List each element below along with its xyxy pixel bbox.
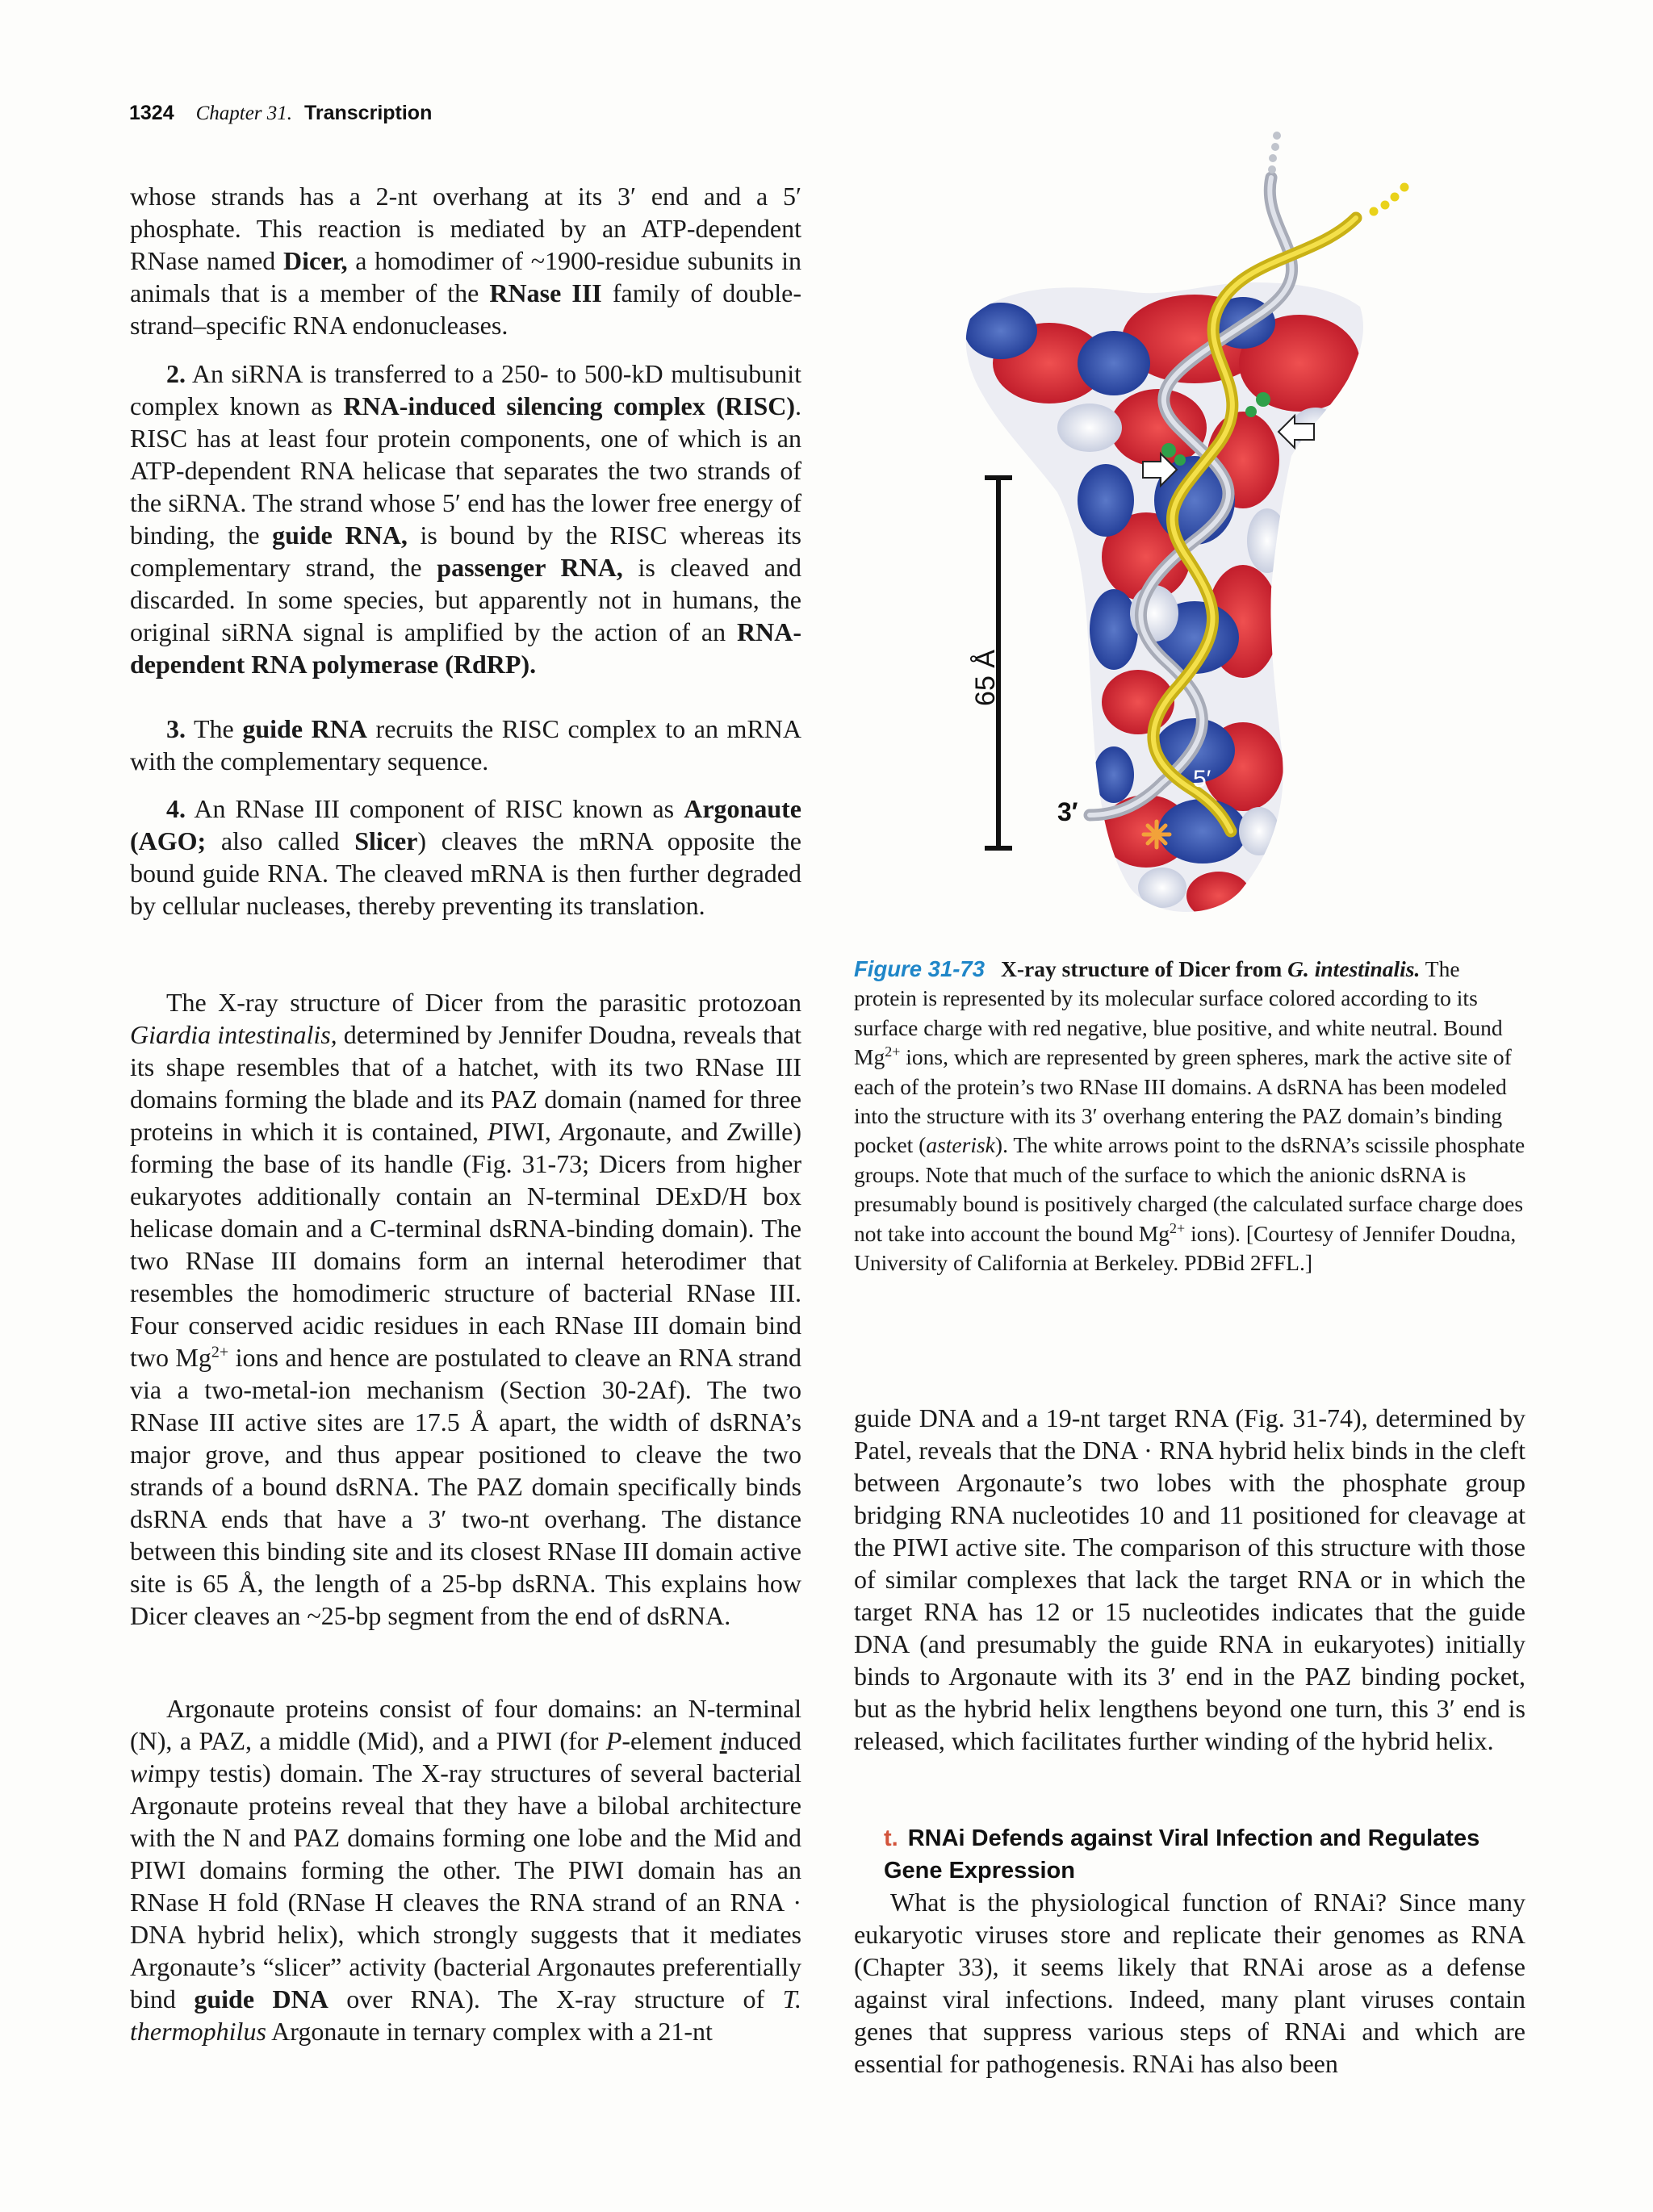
- text-run: nduced: [726, 1726, 802, 1755]
- text-run: An RNase III component of RISC known as: [186, 794, 684, 823]
- text-run: A: [559, 1117, 576, 1146]
- text-run: asterisk: [926, 1132, 995, 1158]
- text-run: guide DNA: [194, 1984, 329, 2013]
- text-run: RNase III: [489, 278, 602, 307]
- three-prime-label: 3′: [1057, 797, 1078, 826]
- right-paragraph-1: [854, 1402, 1525, 1757]
- text-run: recruits the RISC complex to an mRNA with the complementary sequence.: [130, 714, 802, 776]
- right-paragraph-2: [854, 1886, 1525, 2080]
- chapter-topic: Transcription: [303, 102, 433, 124]
- scale-bar-label: 65 Å: [970, 650, 1001, 706]
- text-run: 4.: [166, 794, 186, 823]
- text-run: wi: [130, 1758, 155, 1788]
- text-run: Argonaute (AGO;: [130, 794, 801, 855]
- left-paragraph-5: [130, 986, 801, 1632]
- left-paragraph-4: [130, 792, 801, 922]
- text-run: Z: [726, 1117, 742, 1146]
- text-run: Slicer: [354, 826, 418, 855]
- text-run: family of double-strand–specific RNA endonucleases.: [130, 278, 802, 340]
- left-paragraph-1: [130, 180, 801, 341]
- left-paragraph-2: [130, 358, 801, 680]
- text-run: whose strands has a 2-nt overhang at its 3′ end and a 5′ phosphate. This reaction is mediated by an ATP-dependent RNase named: [130, 182, 801, 275]
- left-paragraph-6: [130, 1692, 801, 2047]
- text-run: 2.: [166, 359, 186, 388]
- text-run: is cleaved and discarded. In some species, but apparently not in humans, the original siRNA signal is amplified by the action of an: [130, 553, 802, 646]
- text-run: ions, which are represented by green spheres, mark the active site of each of the protein’s two RNase III domains. A dsRNA has been modeled into the structure with its 3′ overhang entering the PAZ domain’s binding pocket (: [854, 1044, 1512, 1158]
- text-run: Dicer,: [282, 246, 348, 275]
- helix-dotted-ends: [1268, 132, 1409, 216]
- protein-surface: [952, 266, 1437, 936]
- text-run: The protein is represented by its molecular surface colored according to its surface charge with red negative, blue positive, and white neutral. Bound Mg: [854, 956, 1503, 1070]
- text-run: a homodimer of ~1900-residue subunits in animals that is a member of the: [130, 246, 801, 307]
- text-run: rgonaute, and: [575, 1117, 727, 1146]
- figure-caption: [854, 955, 1525, 1277]
- text-run: ions). [Courtesy of Jennifer Doudna, University of California at Berkeley. PDBid 2FFL.]: [854, 1220, 1517, 1276]
- text-run: is bound by the RISC whereas its complementary strand, the: [130, 521, 802, 582]
- text-run: ) cleaves the mRNA opposite the bound guide RNA. The cleaved mRNA is then further degraded by cellular nucleases, thereby preventing its translation.: [130, 826, 802, 920]
- section-title: RNAi Defends against Viral Infection and Regulates Gene Expression: [884, 1825, 1480, 1884]
- text-run: Argonaute in ternary complex with a 21-nt: [266, 2017, 713, 2046]
- text-run: -element: [621, 1726, 720, 1755]
- text-run: Argonaute proteins consist of four domains: an N-terminal (N), a PAZ, a middle (Mid), and a PIWI (for: [130, 1694, 801, 1755]
- five-prime-label: 5′: [1193, 766, 1212, 792]
- text-run: The X-ray structure of Dicer from the parasitic protozoan: [166, 988, 801, 1017]
- text-run: i: [719, 1726, 727, 1755]
- text-run: RNA-induced silencing complex (RISC): [343, 391, 796, 420]
- text-run: 2+: [1170, 1219, 1186, 1236]
- text-run: G. intestinalis.: [1287, 956, 1421, 981]
- text-run: determined by Jennifer Doudna, reveals that its shape resembles that of a hatchet, with its two RNase III domains forming the blade and its PAZ domain (named for three proteins in which it is contained,: [130, 1020, 802, 1146]
- text-run: An siRNA is transferred to a 250- to 500-kD multisubunit complex known as: [130, 359, 801, 420]
- paz-asterisk: [1144, 822, 1170, 847]
- text-run: ions and hence are postulated to cleave an RNA strand via a two-metal-ion mechanism (Section 30-2Af). The two RNase III active sites are 17.5 Å apart, the width of dsRNA’s major grove, and thus appear positioned to cleave the two strands of a bound dsRNA. The PAZ domain specifically binds dsRNA ends that have a 3′ two-nt overhang. The distance between this binding site and its closest RNase III domain active site is 65 Å, the length of a 25-bp dsRNA. This explains how Dicer cleaves an ~25-bp segment from the end of dsRNA.: [130, 1343, 802, 1630]
- text-run: guide RNA: [242, 714, 367, 743]
- page-number: 1324: [129, 102, 174, 124]
- text-run: P: [605, 1726, 622, 1755]
- text-run: IWI,: [503, 1117, 560, 1146]
- text-run: The: [186, 714, 243, 743]
- text-run: wille) forming the base of its handle (Fig. 31-73; Dicers from higher eukaryotes additionally contain an N-terminal DExD/H box helicase domain and a C-terminal dsRNA-binding domain). The two RNase III domains form an internal heterodimer that resembles the homodimeric structure of bacterial RNase III. Four conserved acidic residues in each RNase III domain bind two Mg: [130, 1117, 802, 1372]
- text-run: P: [487, 1117, 504, 1146]
- section-heading: [884, 1822, 1530, 1887]
- dicer-structure-figure: [952, 121, 1437, 936]
- left-paragraph-3: [130, 713, 801, 777]
- text-run: Giardia intestinalis,: [130, 1020, 337, 1049]
- text-run: X-ray structure of Dicer from: [1001, 956, 1288, 981]
- chapter-label: Chapter 31.: [195, 102, 293, 124]
- text-run: Figure 31-73: [854, 956, 986, 981]
- text-run: guide RNA,: [272, 521, 408, 550]
- text-run: 3.: [166, 714, 186, 743]
- text-run: 2+: [211, 1343, 229, 1361]
- text-run: 2+: [885, 1043, 901, 1060]
- text-run: mpy testis) domain. The X-ray structures of several bacterial Argonaute proteins reveal that they have a bilobal architecture with the N and PAZ domains forming one lobe and the Mid and PIWI domains forming the other. The PIWI domain has an RNase H fold (RNase H cleaves the RNA strand of an RNA · DNA hybrid helix), which strongly suggests that it mediates Argonaute’s “slicer” activity (bacterial Argonautes preferentially bind: [130, 1758, 801, 2013]
- running-head: [129, 102, 432, 125]
- text-run: over RNA). The X-ray structure of: [328, 1984, 783, 2013]
- text-run: RNA-dependent RNA polymerase (RdRP).: [130, 617, 801, 679]
- section-letter: t.: [884, 1825, 898, 1851]
- text-run: also called: [206, 826, 355, 855]
- text-run: T. thermophilus: [130, 1984, 802, 2046]
- text-run: . RISC has at least four protein components, one of which is an ATP-dependent RNA helicase that separates the two strands of the siRNA. The strand whose 5′ end has the lower free energy of binding, the: [130, 391, 802, 550]
- text-run: passenger RNA,: [437, 553, 623, 582]
- text-run: guide DNA and a 19-nt target RNA (Fig. 31-74), determined by Patel, reveals that the DNA · RNA hybrid helix binds in the cleft between Argonaute’s two lobes with the phosphate group bridging RNA nucleotides 10 and 11 positioned for cleavage at the PIWI active site. The comparison of this structure with those of similar complexes that lack the target RNA or in which the target RNA has 12 or 15 nucleotides indicates that the guide DNA (and presumably the guide RNA in eukaryotes) initially binds to Argonaute with its 3′ end in the PAZ binding pocket, but as the hybrid helix lengthens beyond one turn, this 3′ end is released, which facilitates further winding of the hybrid helix.: [854, 1403, 1525, 1755]
- text-run: What is the physiological function of RNAi? Since many eukaryotic viruses store and replicate their genomes as RNA (Chapter 33), it seems likely that RNAi arose as a defense against viral infections. Indeed, many plant viruses contain genes that suppress various steps of RNAi and which are essential for pathogenesis. RNAi has also been: [854, 1888, 1525, 2078]
- text-run: ). The white arrows point to the dsRNA’s scissile phosphate groups. Note that much of the surface to which the anionic dsRNA is presumably bound is positively charged (the calculated surface charge does not take into account the bound Mg: [854, 1132, 1525, 1246]
